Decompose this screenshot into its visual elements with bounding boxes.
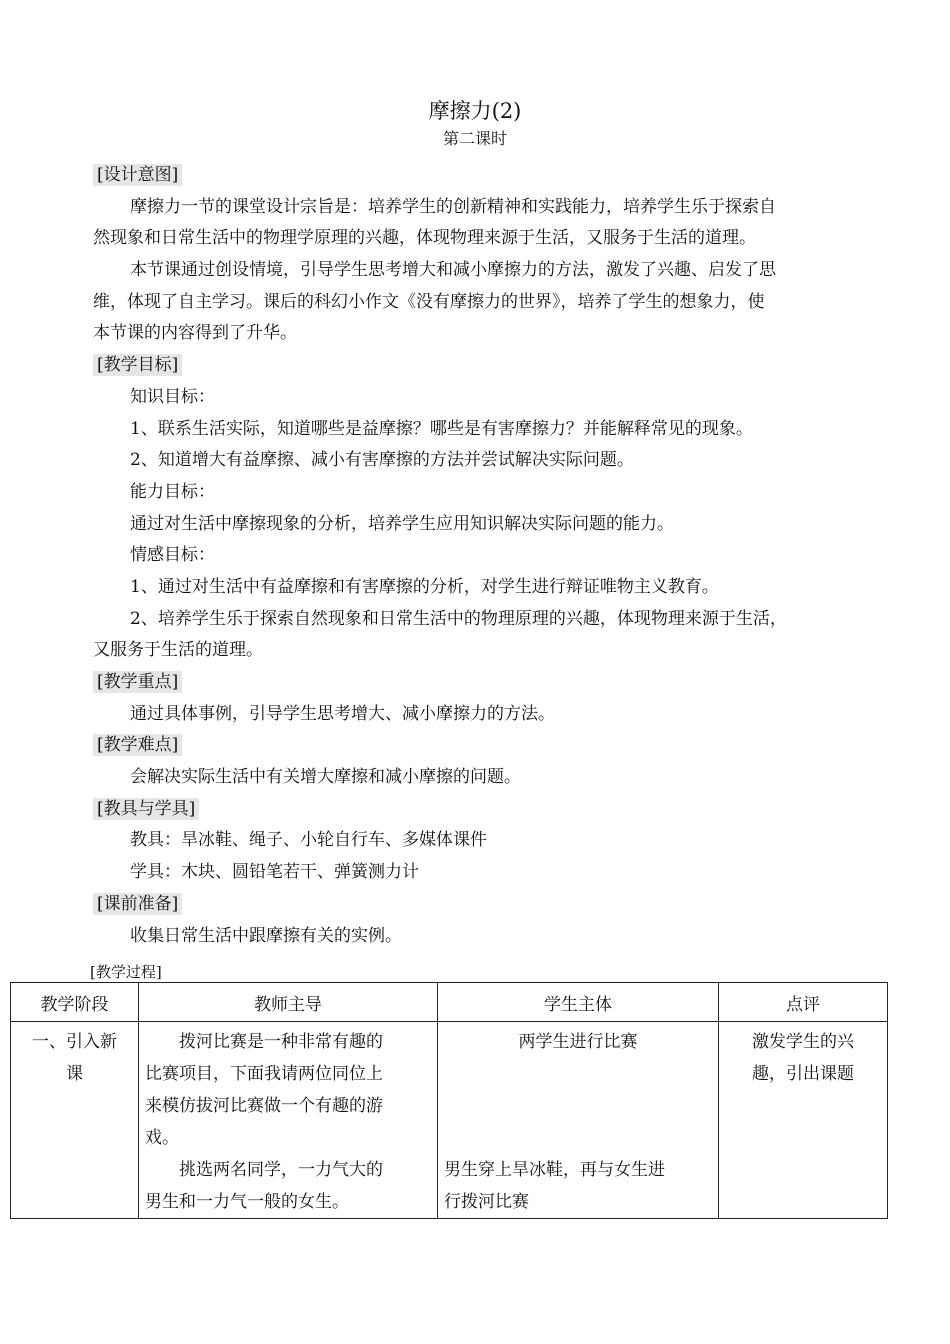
cell-line: 一、引入新 xyxy=(32,1032,117,1052)
page-subtitle: 第二课时 xyxy=(442,129,507,148)
cell-line: 戏。 xyxy=(145,1128,179,1148)
section-header-design: [设计意图] xyxy=(93,164,182,186)
cell-line: 激发学生的兴 xyxy=(752,1032,854,1052)
document-body xyxy=(93,160,873,952)
teacher-tools-text: 教具：旱冰鞋、绳子、小轮自行车、多媒体课件 xyxy=(130,830,487,851)
section-header-goals: [教学目标] xyxy=(93,354,182,376)
key-point-text: 通过具体事例，引导学生思考增大、减小摩擦力的方法。 xyxy=(130,703,555,724)
knowledge-goal-item: 1、联系生活实际，知道哪些是益摩擦？哪些是有害摩擦力？并能解释常见的现象。 xyxy=(130,418,753,439)
column-header-stage: 教学阶段 xyxy=(11,983,139,1022)
cell-line: 拨河比赛是一种非常有趣的 xyxy=(179,1032,383,1052)
paragraph-line: 本节课通过创设情境，引导学生思考增大和减小摩擦力的方法，激发了兴趣、启发了思 xyxy=(130,260,776,281)
difficulty-text: 会解决实际生活中有关增大摩擦和减小摩擦的问题。 xyxy=(130,767,521,788)
emotion-goal-item: 1、通过对生活中有益摩擦和有害摩擦的分析，对学生进行辩证唯物主义教育。 xyxy=(130,576,719,597)
emotion-goal-item: 又服务于生活的道理。 xyxy=(93,640,263,661)
prep-text: 收集日常生活中跟摩擦有关的实例。 xyxy=(130,925,402,946)
section-header-key: [教学重点] xyxy=(93,671,182,693)
section-header-prep: [课前准备] xyxy=(93,893,182,915)
cell-line: 趣，引出课题 xyxy=(752,1064,854,1084)
student-tools-text: 学具：木块、圆铅笔若干、弹簧测力计 xyxy=(130,862,419,883)
column-header-teacher: 教师主导 xyxy=(139,983,438,1022)
section-header-tools: [教具与学具] xyxy=(93,798,199,820)
cell-line: 挑选两名同学，一力气大的 xyxy=(179,1160,383,1180)
knowledge-goal-item: 2、知道增大有益摩擦、减小有害摩擦的方法并尝试解决实际问题。 xyxy=(130,450,634,471)
table-header-row xyxy=(11,983,888,1022)
stage-cell xyxy=(11,1022,139,1219)
process-label: [教学过程] xyxy=(90,963,162,981)
paragraph-line: 然现象和日常生活中的物理学原理的兴趣，体现物理来源于生活，又服务于生活的道理。 xyxy=(93,228,756,249)
cell-line: 男生穿上旱冰鞋，再与女生进 xyxy=(444,1160,665,1180)
comment-cell xyxy=(719,1022,888,1219)
teaching-process-table xyxy=(10,982,888,1219)
paragraph-line: 摩擦力一节的课堂设计宗旨是：培养学生的创新精神和实践能力，培养学生乐于探索自 xyxy=(130,196,776,217)
cell-line: 男生和一力气一般的女生。 xyxy=(145,1192,349,1212)
cell-line: 两学生进行比赛 xyxy=(518,1032,638,1052)
cell-line: 课 xyxy=(66,1064,83,1084)
page-title: 摩擦力(2) xyxy=(428,99,522,123)
paragraph-line: 本节课的内容得到了升华。 xyxy=(93,323,297,344)
section-header-difficulty: [教学难点] xyxy=(93,734,182,756)
ability-goal-label: 能力目标： xyxy=(130,481,215,502)
emotion-goal-item: 2、培养学生乐于探索自然现象和日常生活中的物理原理的兴趣，体现物理来源于生活， xyxy=(130,608,787,629)
cell-line: 来模仿拔河比赛做一个有趣的游 xyxy=(145,1096,383,1116)
column-header-comment: 点评 xyxy=(719,983,888,1022)
emotion-goal-label: 情感目标： xyxy=(130,545,215,566)
table-row xyxy=(11,1022,888,1219)
teacher-cell xyxy=(139,1022,438,1219)
knowledge-goal-label: 知识目标： xyxy=(130,386,215,407)
paragraph-line: 维，体现了自主学习。课后的科幻小作文《没有摩擦力的世界》，培养了学生的想象力，使 xyxy=(93,291,765,312)
cell-line: 比赛项目，下面我请两位同位上 xyxy=(145,1064,383,1084)
ability-goal-item: 通过对生活中摩擦现象的分析，培养学生应用知识解决实际问题的能力。 xyxy=(130,513,674,534)
student-cell xyxy=(438,1022,719,1219)
column-header-student: 学生主体 xyxy=(438,983,719,1022)
cell-line: 行拨河比赛 xyxy=(444,1192,529,1212)
